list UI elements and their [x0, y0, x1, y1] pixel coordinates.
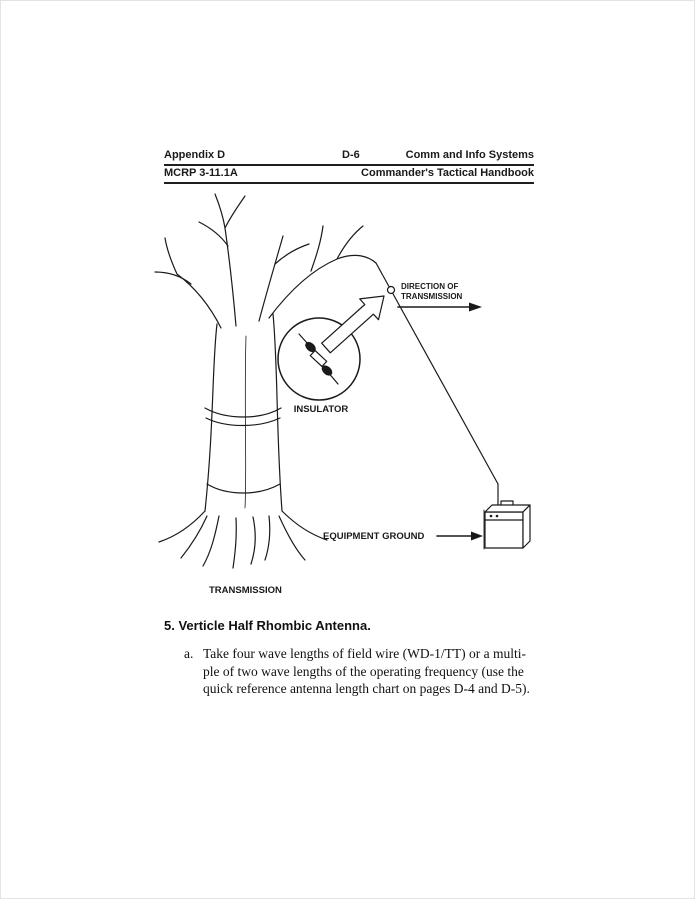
- header-row-1: [164, 149, 534, 166]
- header-doc-number: MCRP 3-11.1A: [164, 167, 238, 179]
- direction-of-transmission-label-line2: TRANSMISSION: [401, 292, 463, 301]
- header-page-number: D-6: [342, 149, 360, 161]
- equipment-ground-arrow: [437, 532, 483, 541]
- header-appendix: Appendix D: [164, 149, 226, 161]
- list-item-a-line3: quick reference antenna length chart on pages D-4 and D-5).: [203, 681, 530, 696]
- equipment-ground-label: EQUIPMENT GROUND: [323, 531, 425, 542]
- header-row-2: [164, 167, 534, 184]
- direction-of-transmission-label-line1: DIRECTION OF: [401, 282, 459, 291]
- section-heading: 5. Verticle Half Rhombic Antenna.: [164, 618, 371, 633]
- header-chapter-title: Comm and Info Systems: [405, 149, 534, 161]
- page-header: [164, 149, 534, 184]
- list-item-a-line1: Take four wave lengths of field wire (WD-1/TT) or a multi-: [203, 646, 526, 661]
- list-item-a-line2: ple of two wave lengths of the operating frequency (use the: [203, 663, 524, 679]
- list-item-a-text: [203, 645, 530, 698]
- insulator-label: INSULATOR: [293, 404, 349, 415]
- antenna-diagram-figure: [141, 186, 561, 606]
- antenna-diagram: [141, 186, 561, 606]
- header-doc-title: Commander's Tactical Handbook: [361, 167, 534, 179]
- list-item-a: [184, 645, 530, 698]
- transmission-label: TRANSMISSION: [209, 585, 282, 596]
- equipment-box: [484, 484, 530, 549]
- list-item-a-marker: a.: [184, 646, 194, 661]
- direction-arrow: [398, 303, 482, 312]
